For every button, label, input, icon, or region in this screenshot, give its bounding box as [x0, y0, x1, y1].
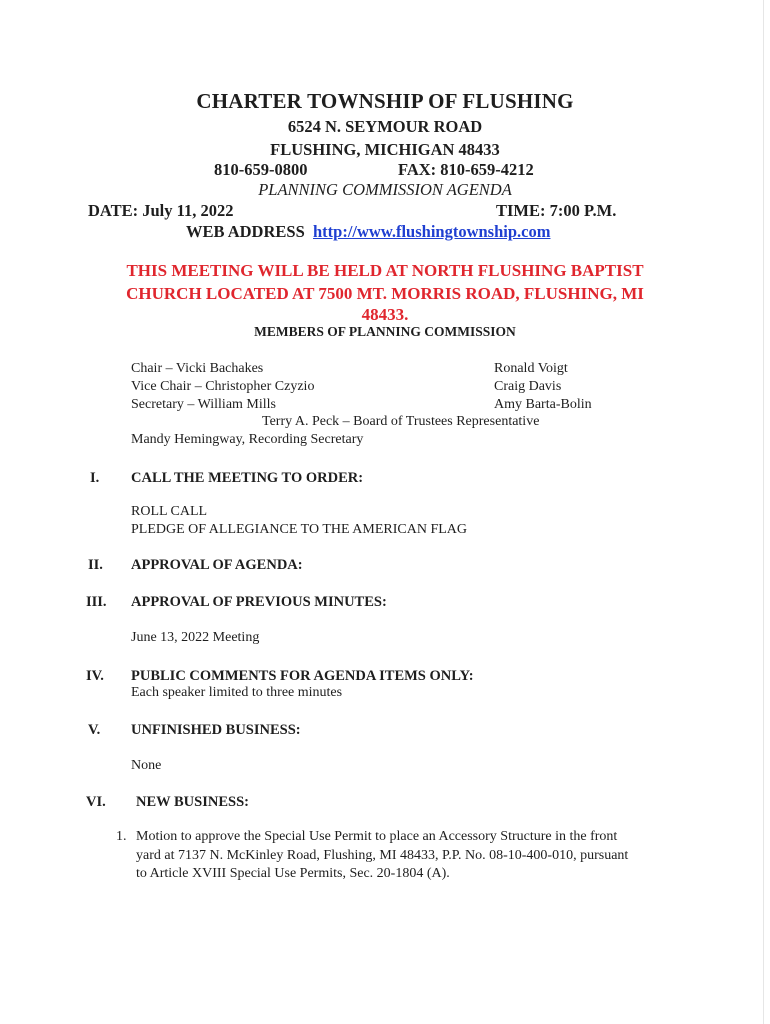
member-right-2: Craig Davis	[494, 379, 562, 394]
web-address-label: WEB ADDRESS	[186, 222, 305, 241]
section-line: None	[131, 758, 162, 773]
member-chair: Chair – Vicki Bachakes	[131, 361, 264, 376]
section-line: ROLL CALL	[131, 504, 208, 519]
section-number: IV.	[86, 668, 104, 684]
section-number: I.	[90, 470, 100, 486]
members-heading: MEMBERS OF PLANNING COMMISSION	[254, 324, 516, 339]
member-secretary: Secretary – William Mills	[131, 397, 276, 412]
section-heading: PUBLIC COMMENTS FOR AGENDA ITEMS ONLY:	[131, 668, 474, 684]
meeting-time: TIME: 7:00 P.M.	[496, 201, 617, 220]
section-number: V.	[88, 722, 101, 738]
section-heading: UNFINISHED BUSINESS:	[131, 722, 301, 738]
section-heading: APPROVAL OF PREVIOUS MINUTES:	[131, 594, 387, 610]
web-address-link[interactable]: http://www.flushingtownship.com	[313, 222, 551, 241]
section-heading: CALL THE MEETING TO ORDER:	[131, 470, 364, 486]
location-notice-line-1: THIS MEETING WILL BE HELD AT NORTH FLUSHING BAPTIST	[126, 261, 644, 280]
web-address	[186, 222, 550, 242]
new-business-item-line: yard at 7137 N. McKinley Road, Flushing, MI 48433, P.P. No. 08-10-400-010, pursuant	[136, 848, 629, 863]
member-trustee-representative: Terry A. Peck – Board of Trustees Representative	[262, 414, 540, 429]
section-number: VI.	[86, 794, 106, 810]
section-heading: APPROVAL OF AGENDA:	[131, 557, 303, 573]
section-heading: NEW BUSINESS:	[136, 794, 249, 810]
new-business-item-number: 1.	[116, 829, 127, 844]
new-business-item-line: to Article XVIII Special Use Permits, Sec. 20-1804 (A).	[136, 866, 450, 881]
section-number: III.	[86, 594, 107, 610]
section-line: Each speaker limited to three minutes	[131, 685, 343, 700]
meeting-date: DATE: July 11, 2022	[88, 201, 234, 220]
location-notice-line-3: 48433.	[361, 305, 409, 324]
agenda-heading: PLANNING COMMISSION AGENDA	[258, 180, 512, 199]
section-number: II.	[88, 557, 103, 573]
section-line: June 13, 2022 Meeting	[131, 630, 260, 645]
fax-number: FAX: 810-659-4212	[398, 160, 534, 179]
member-recording-secretary: Mandy Hemingway, Recording Secretary	[131, 432, 364, 447]
address-line-2: FLUSHING, MICHIGAN 48433	[270, 140, 500, 159]
new-business-item-line: Motion to approve the Special Use Permit to place an Accessory Structure in the front	[136, 829, 618, 844]
address-line-1: 6524 N. SEYMOUR ROAD	[287, 117, 483, 136]
member-right-3: Amy Barta-Bolin	[494, 397, 592, 412]
member-vice-chair: Vice Chair – Christopher Czyzio	[131, 379, 315, 394]
section-line: PLEDGE OF ALLEGIANCE TO THE AMERICAN FLAG	[131, 522, 468, 537]
document-title: CHARTER TOWNSHIP OF FLUSHING	[196, 89, 574, 113]
phone-number: 810-659-0800	[214, 160, 308, 179]
member-right-1: Ronald Voigt	[494, 361, 568, 376]
location-notice-line-2: CHURCH LOCATED AT 7500 MT. MORRIS ROAD, FLUSHING, MI	[126, 284, 644, 303]
